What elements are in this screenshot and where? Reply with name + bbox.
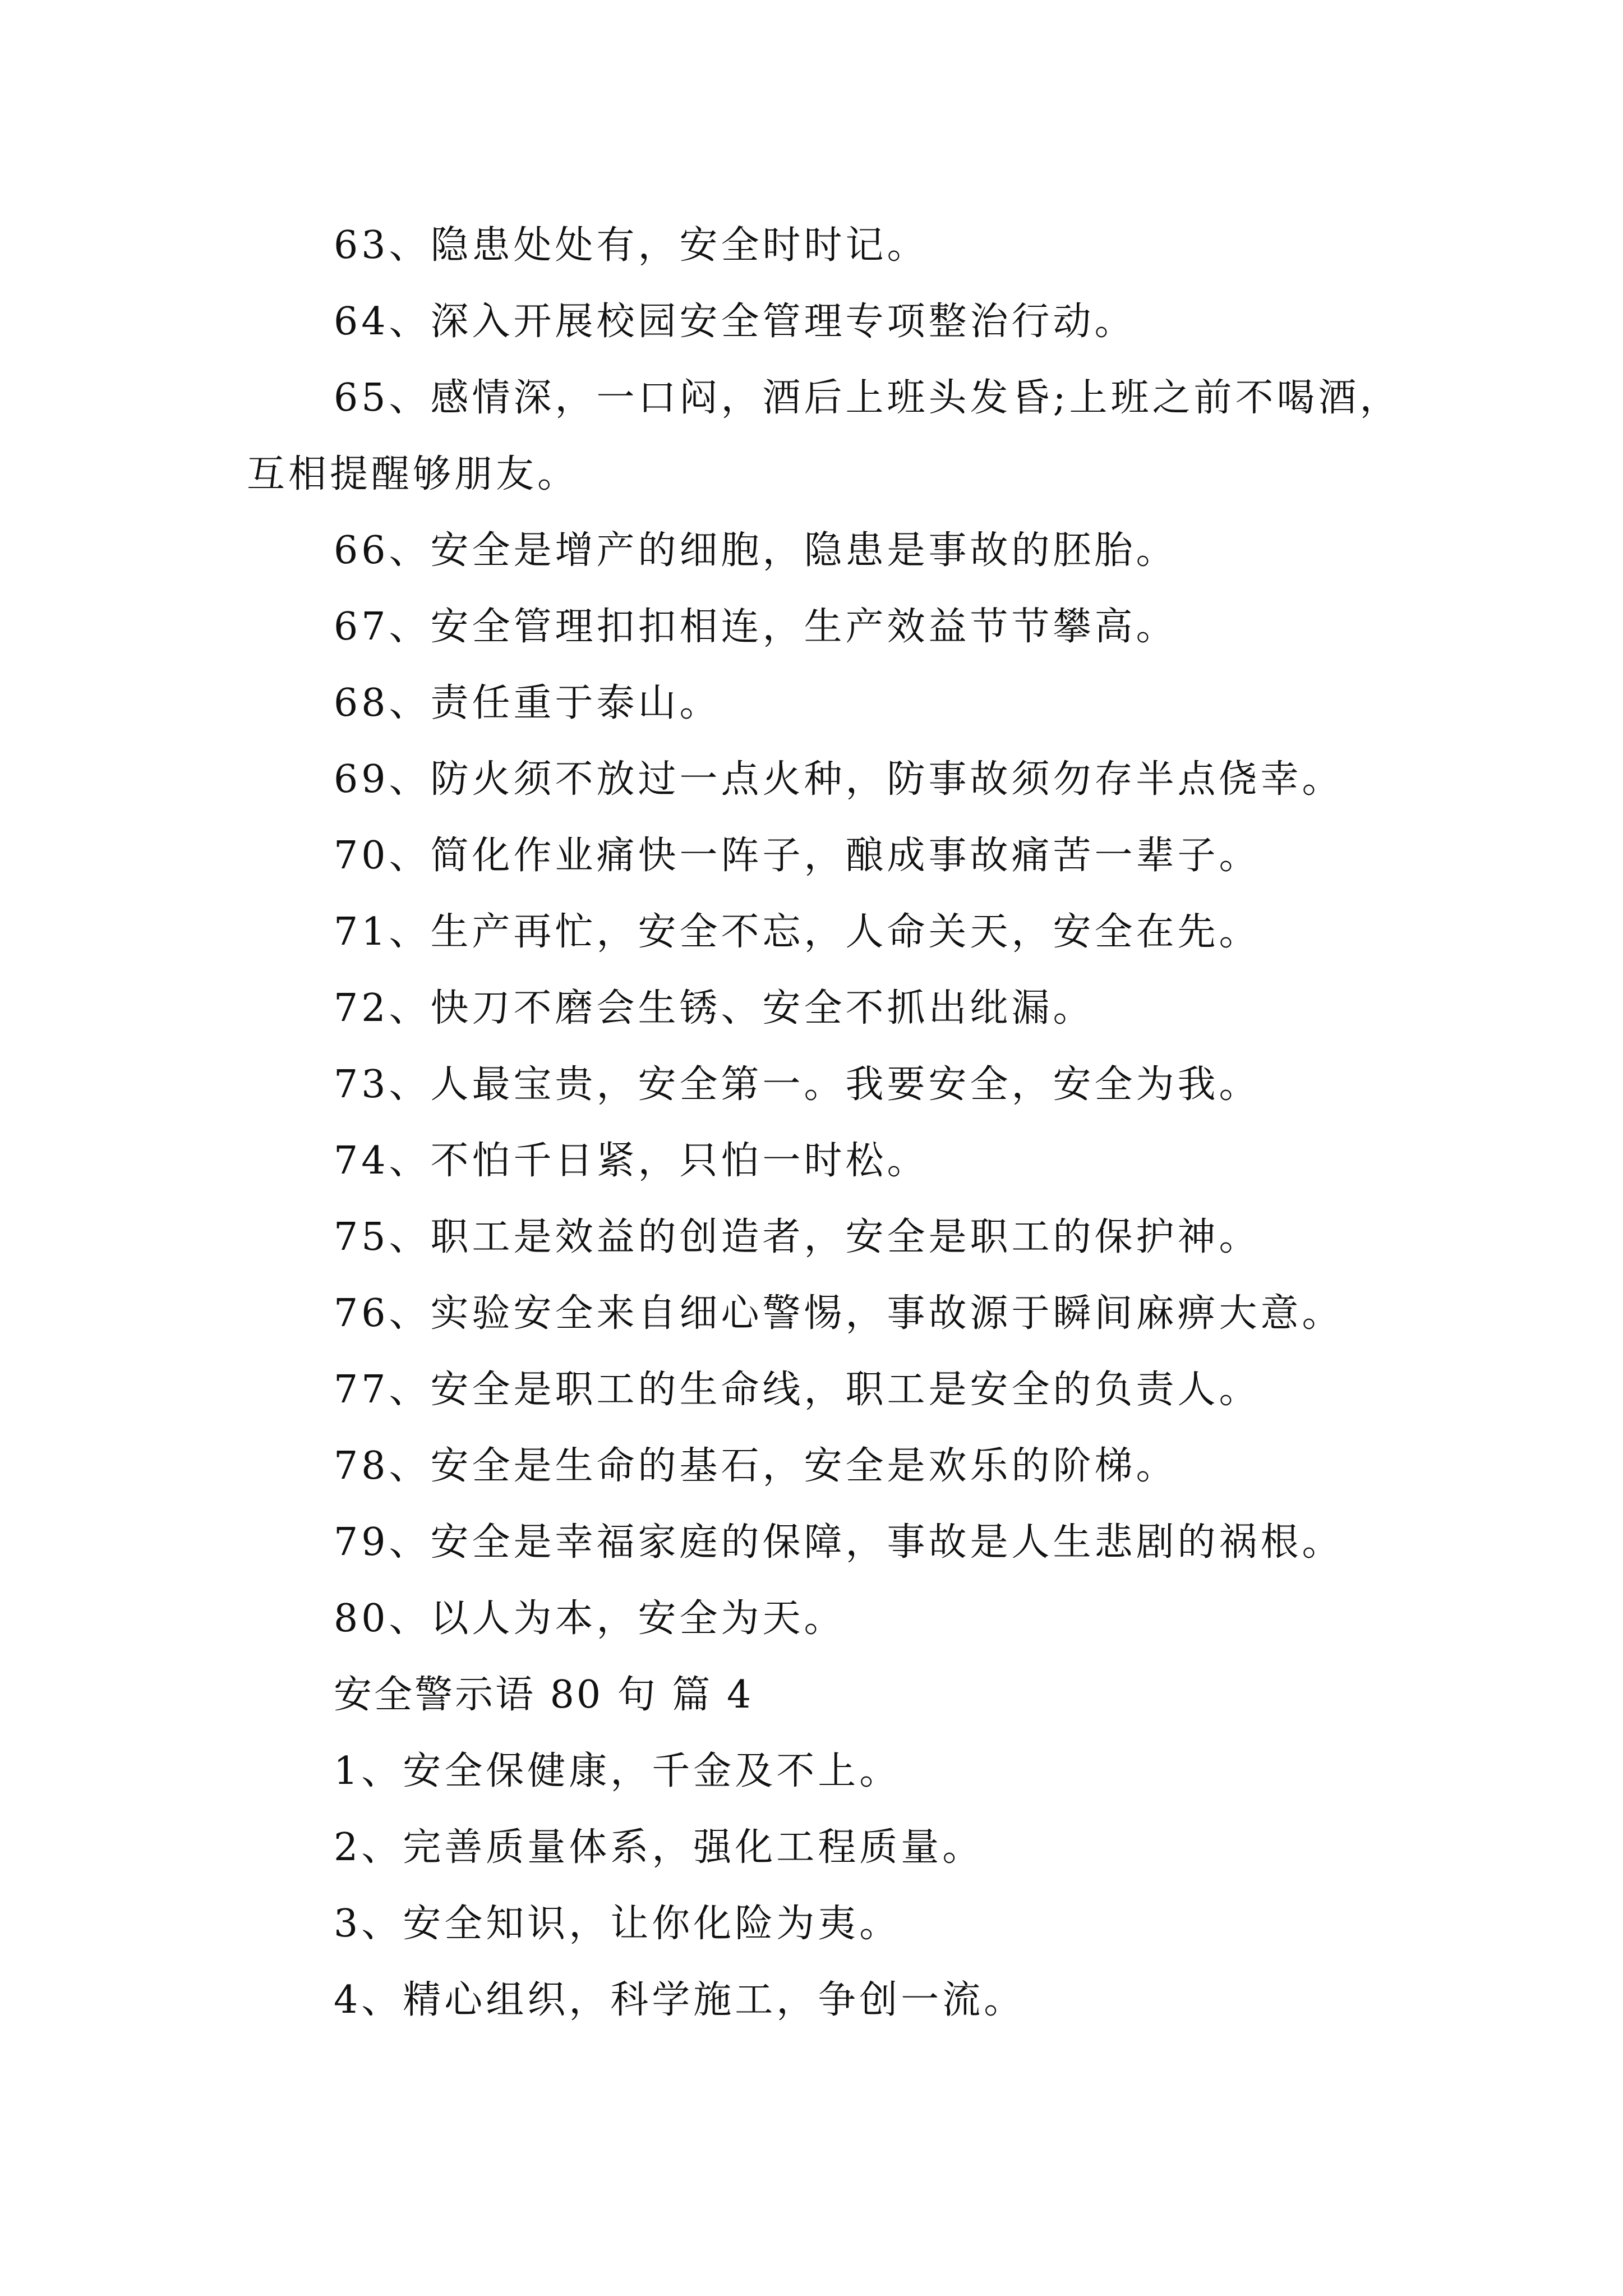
list-item: 77、安全是职工的生命线，职工是安全的负责人。 xyxy=(334,1368,1261,1412)
list-item: 76、实验安全来自细心警惕，事故源于瞬间麻痹大意。 xyxy=(334,1291,1344,1336)
list-item: 3、安全知识，让你化险为夷。 xyxy=(334,1902,901,1946)
list-item: 69、防火须不放过一点火种，防事故须勿存半点侥幸。 xyxy=(334,757,1344,802)
list-item: 72、快刀不磨会生锈、安全不抓出纰漏。 xyxy=(334,986,1095,1030)
list-item: 70、简化作业痛快一阵子，酿成事故痛苦一辈子。 xyxy=(334,834,1261,878)
document-body xyxy=(247,208,1430,2039)
list-item: 75、职工是效益的创造者，安全是职工的保护神。 xyxy=(334,1215,1261,1259)
list-item: 1、安全保健康，千金及不上。 xyxy=(334,1749,901,1793)
list-item: 74、不怕千日紧，只怕一时松。 xyxy=(334,1139,929,1183)
list-item: 65、感情深，一口闷，酒后上班头发昏;上班之前不喝酒，互相提醒够朋友。 xyxy=(247,376,1401,496)
list-item: 63、隐患处处有，安全时时记。 xyxy=(334,223,929,268)
list-item: 71、生产再忙，安全不忘，人命关天，安全在先。 xyxy=(334,910,1261,954)
section-heading: 安全警示语 80 句 篇 4 xyxy=(334,1673,754,1717)
list-item: 78、安全是生命的基石，安全是欢乐的阶梯。 xyxy=(334,1444,1178,1488)
list-item: 2、完善质量体系，强化工程质量。 xyxy=(334,1825,984,1870)
list-item: 4、精心组织，科学施工，争创一流。 xyxy=(334,1978,1026,2022)
list-item: 73、人最宝贵，安全第一。我要安全，安全为我。 xyxy=(334,1062,1261,1107)
list-item: 64、深入开展校园安全管理专项整治行动。 xyxy=(334,300,1136,344)
list-item: 79、安全是幸福家庭的保障，事故是人生悲剧的祸根。 xyxy=(334,1520,1344,1565)
list-item: 66、安全是增产的细胞，隐患是事故的胚胎。 xyxy=(334,528,1178,573)
list-item: 67、安全管理扣扣相连，生产效益节节攀高。 xyxy=(334,605,1178,649)
list-item: 68、责任重于泰山。 xyxy=(334,681,721,725)
list-item: 80、以人为本，安全为天。 xyxy=(334,1596,846,1641)
